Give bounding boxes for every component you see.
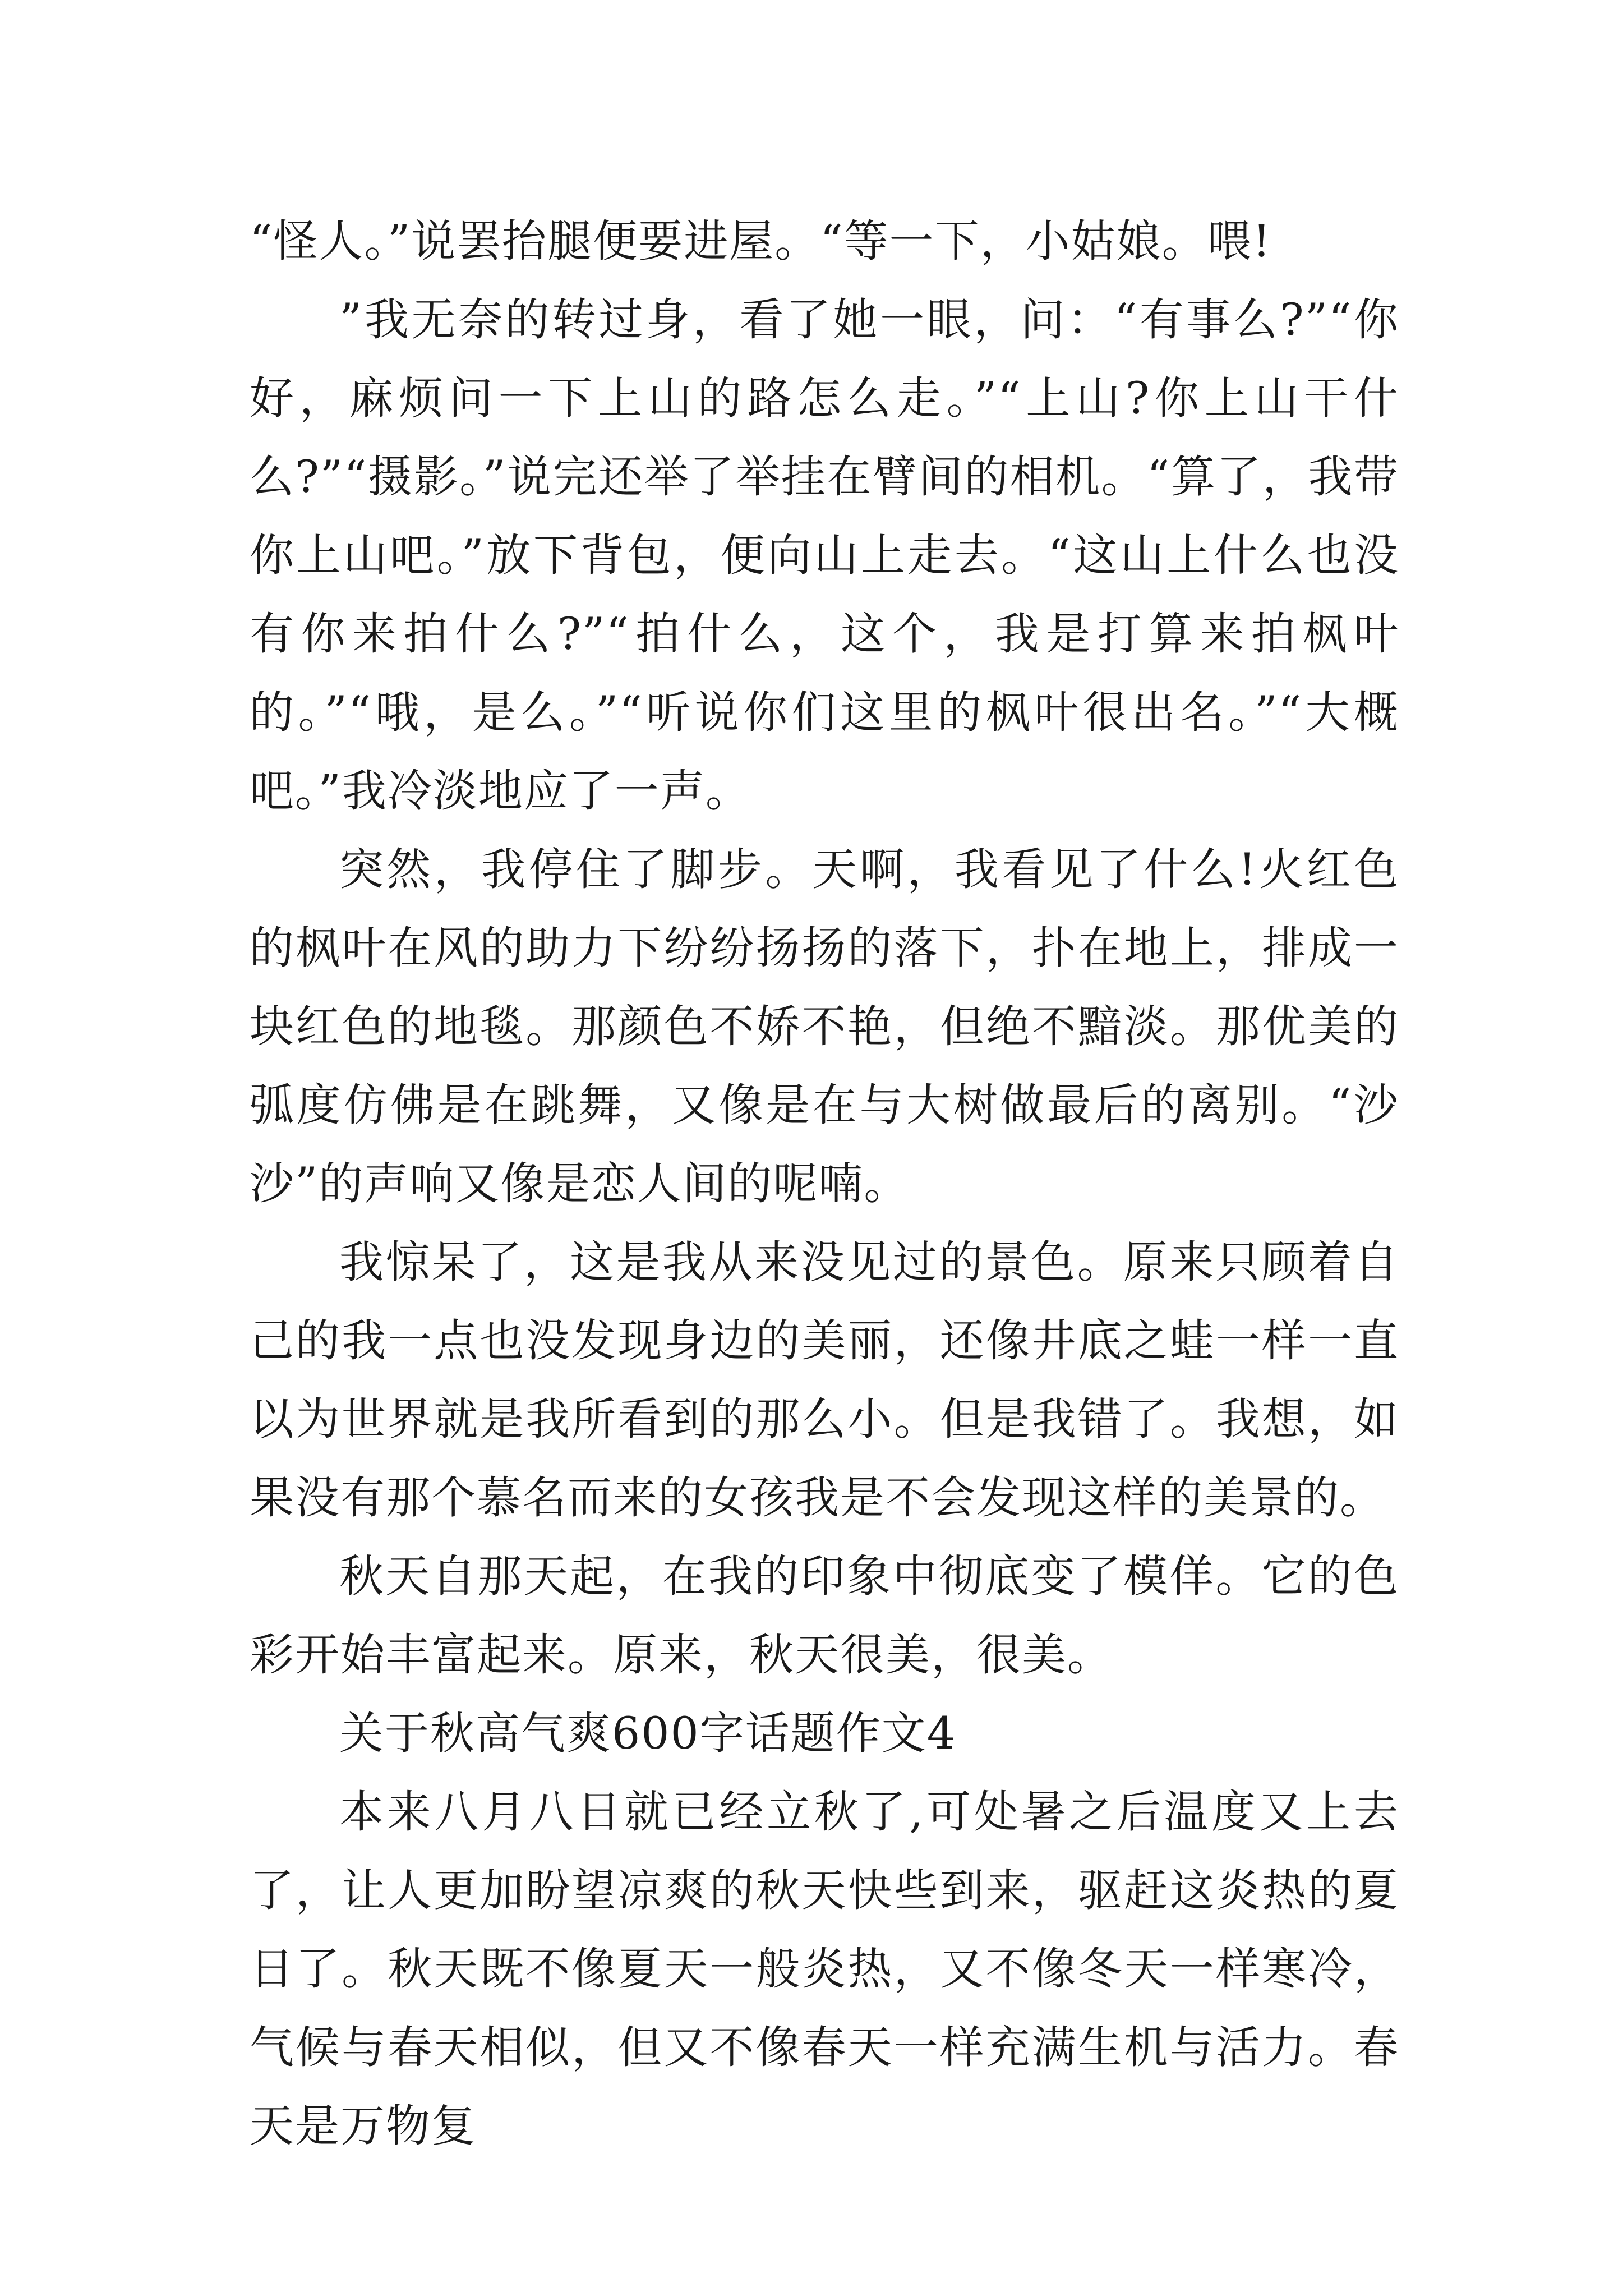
paragraph-4: 我惊呆了，这是我从来没见过的景色。原来只顾着自己的我一点也没发现身边的美丽，还像井底之蛙一样一直以为世界就是我所看到的那么小。但是我错了。我想，如果没有那个慕名而来的女孩我是不会发现这样的美景的。 (250, 1236, 1399, 1524)
document-body (250, 202, 1399, 2165)
section-heading: 关于秋高气爽600字话题作文4 (339, 1708, 957, 1759)
paragraph-3: 突然，我停住了脚步。天啊，我看见了什么!火红色的枫叶在风的助力下纷纷扬扬的落下，扑在地上，排成一块红色的地毯。那颜色不娇不艳，但绝不黯淡。那优美的弧度仿佛是在跳舞，又像是在与大树做最后的离别。“沙沙”的声响又像是恋人间的呢喃。 (250, 844, 1399, 1209)
paragraph-5: 秋天自那天起，在我的印象中彻底变了模佯。它的色彩开始丰富起来。原来，秋天很美，很美。 (250, 1550, 1399, 1681)
paragraph-6: 本来八月八日就已经立秋了,可处暑之后温度又上去了，让人更加盼望凉爽的秋天快些到来，驱赶这炎热的夏日了。秋天既不像夏天一般炎热，又不像冬天一样寒冷，气候与春天相似，但又不像春天一样充满生机与活力。春天是万物复 (250, 1786, 1399, 2152)
paragraph-2: ”我无奈的转过身，看了她一眼，问：“有事么?”“你好，麻烦问一下上山的路怎么走。”“上山?你上山干什么?”“摄影。”说完还举了举挂在臂间的相机。“算了，我带你上山吧。”放下背包，便向山上走去。“这山上什么也没有你来拍什么?”“拍什么，这个，我是打算来拍枫叶的。”“哦，是么。”“听说你们这里的枫叶很出名。”“大概吧。”我冷淡地应了一声。 (250, 294, 1399, 817)
paragraph-1: “怪人。”说罢抬腿便要进屋。“等一下，小姑娘。喂! (250, 215, 1272, 267)
